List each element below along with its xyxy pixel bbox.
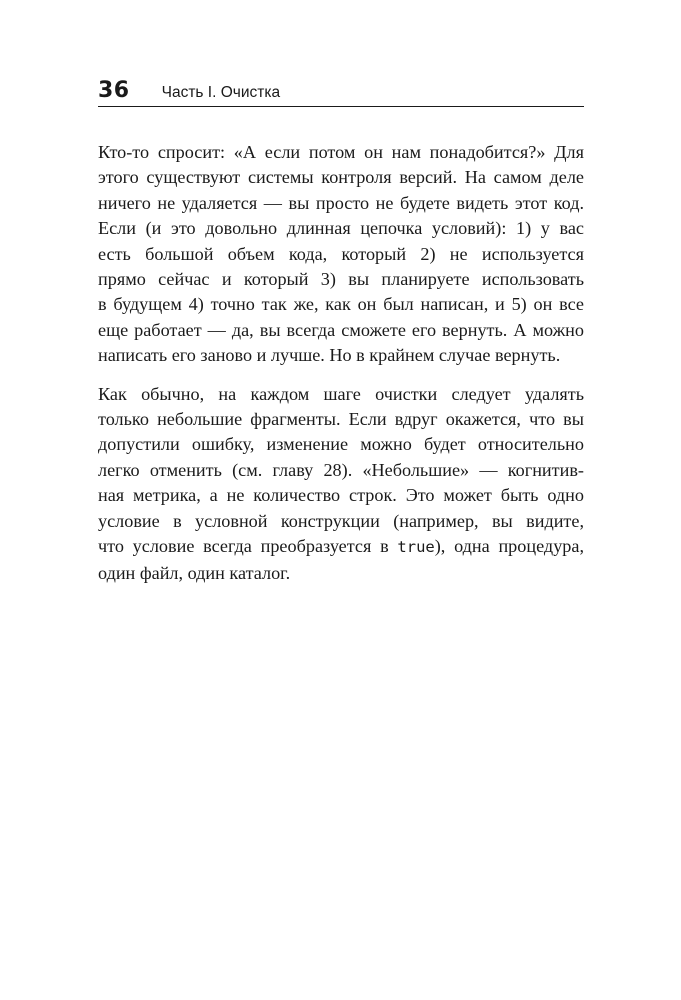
text-line: еще работает — да, вы всегда сможете его вернуть. А можно — [98, 319, 584, 340]
text-line: только небольшие фрагменты. Если вдруг окажется, что вы — [98, 409, 584, 430]
text-line: Как обычно, на каждом шаге очистки следует удалять — [98, 383, 584, 404]
text-line-with-code — [98, 534, 584, 560]
text-line: есть большой объем кода, который 2) не используется — [98, 243, 584, 264]
header-rule — [98, 106, 584, 107]
text-line: этого существуют системы контроля версий. На самом деле — [98, 167, 584, 188]
text-line: легко отменить (см. главу 28). «Небольшие» — когнитив- — [98, 459, 584, 480]
body-text — [98, 140, 584, 599]
text-line: условие в условной конструкции (например, вы видите, — [98, 510, 584, 531]
paragraph-2 — [98, 382, 584, 586]
running-head: Часть I. Очистка — [161, 84, 281, 101]
text-line: допустили ошибку, изменение можно будет относительно — [98, 434, 584, 455]
text-line: ничего не удаляется — вы просто не будете видеть этот код. — [98, 192, 584, 213]
text-line: один файл, один каталог. — [98, 562, 291, 583]
text-line: в будущем 4) точно так же, как он был написан, и 5) он все — [98, 294, 584, 315]
text-line: Если (и это довольно длинная цепочка условий): 1) у вас — [98, 218, 584, 239]
page-header — [98, 76, 584, 106]
page-number: 36 — [98, 78, 130, 103]
paragraph-1 — [98, 140, 584, 369]
text-segment: что условие всегда преобразуется в — [98, 536, 398, 557]
text-line: написать его заново и лучше. Но в крайнем случае вернуть. — [98, 345, 561, 366]
text-line: ная метрика, а не количество строк. Это может быть одно — [98, 485, 584, 506]
code-literal: true — [397, 538, 435, 557]
text-line: прямо сейчас и который 3) вы планируете использовать — [98, 269, 584, 290]
text-line: Кто-то спросит: «А если потом он нам понадобится?» Для — [98, 142, 584, 162]
text-segment: ), одна процедура, — [434, 536, 584, 557]
